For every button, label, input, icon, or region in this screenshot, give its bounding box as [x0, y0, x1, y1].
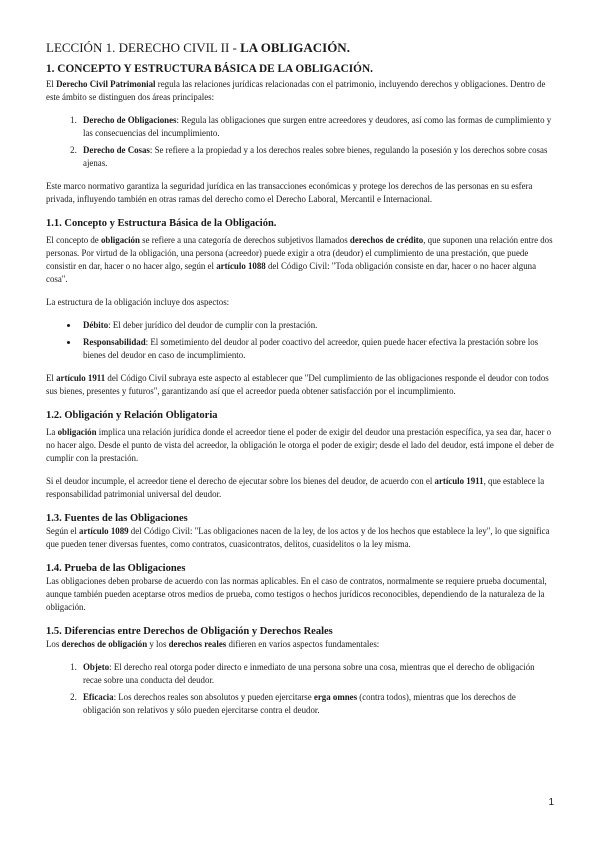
section-1-3-paragraph-1: [46, 525, 554, 551]
text-run: El: [46, 79, 57, 89]
page-number: 1: [548, 797, 554, 808]
differences-list: [46, 661, 554, 717]
text-run: : Regula las obligaciones que surgen entre acreedores y deudores, así como las formas de cumplimiento y las consecuencias del incumplimiento.: [83, 115, 552, 138]
bold-term: artículo 1088: [216, 261, 266, 271]
text-run: : Los derechos reales son absolutos y pueden ejercitarse: [113, 692, 314, 702]
section-1-closing: [46, 180, 554, 206]
lesson-title-prefix: LECCIÓN 1. DERECHO CIVIL II -: [46, 40, 241, 55]
bold-term: derechos reales: [168, 639, 227, 649]
text-run: , que establece la responsabilidad patrimonial universal del deudor.: [46, 476, 545, 499]
section-1-1-paragraph-1: [46, 234, 554, 286]
areas-list: [46, 114, 554, 170]
text-run: y los: [147, 639, 169, 649]
bold-term: derechos de crédito: [349, 235, 424, 245]
bold-term: obligación: [57, 427, 97, 437]
bold-term: erga omnes: [313, 692, 358, 702]
section-1-4-paragraph-1: [46, 575, 554, 614]
text-run: El concepto de: [46, 235, 101, 245]
list-item-responsabilidad: [79, 336, 554, 362]
lesson-title-bold: LA OBLIGACIÓN.: [240, 40, 350, 55]
section-1-2-paragraph-2: [46, 475, 554, 501]
document-body: [46, 40, 554, 727]
text-run: , que suponen una relación entre dos personas. Por virtud de la obligación, una persona (acreedor) puede exigir a otra (deudor) el cumplimiento de una prestación, que puede consistir en dar, hacer o no hacer algo, según el: [46, 235, 553, 271]
list-item-derecho-cosas: [79, 144, 554, 170]
text-run: del Código Civil: "Toda obligación consiste en dar, hacer o no hacer alguna cosa".: [46, 261, 537, 284]
text-run: : Se refiere a la propiedad y a los derechos reales sobre bienes, regulando la posesión y los derechos sobre cosas ajenas.: [83, 145, 548, 168]
text-run: Si el deudor incumple, el acreedor tiene el derecho de ejecutar sobre los bienes del deudor, de acuerdo con el: [46, 476, 435, 486]
text-run: del Código Civil: "Las obligaciones nacen de la ley, de los actos y de los hechos que establece la ley", lo que significa que pueden tener diversas fuentes, como contratos, cuasicontratos, delitos, cuasidelitos o la ley misma.: [46, 526, 550, 549]
text-run: difieren en varios aspectos fundamentales:: [226, 639, 380, 649]
text-run: regula las relaciones jurídicas relacionadas con el patrimonio, incluyendo derechos y obligaciones. Dentro de este ámbito se distinguen dos áreas principales:: [46, 79, 546, 102]
bold-term: Derecho de Obligaciones: [83, 115, 177, 125]
bold-term: Responsabilidad: [83, 337, 146, 347]
section-1-heading: 1. CONCEPTO Y ESTRUCTURA BÁSICA DE LA OBLIGACIÓN.: [46, 63, 373, 75]
section-1-intro: [46, 78, 554, 104]
text-run: Este marco normativo garantiza la seguridad jurídica en las transacciones económicas y protege los derechos de las personas en su esfera privada, influyendo también en otras ramas del derecho como el Derecho Laboral, Mercantil e Internacional.: [46, 181, 533, 204]
section-1-5-heading: 1.5. Diferencias entre Derechos de Obligación y Derechos Reales: [46, 626, 333, 637]
section-1-3-heading: 1.3. Fuentes de las Obligaciones: [46, 513, 188, 524]
bold-term: artículo 1089: [79, 526, 129, 536]
lesson-title: [46, 40, 554, 56]
section-1-1-paragraph-2: [46, 296, 554, 309]
aspects-list: [46, 319, 554, 362]
bold-term: Eficacia: [83, 692, 114, 702]
text-run: se refiere a una categoría de derechos subjetivos llamados: [139, 235, 350, 245]
text-run: Las obligaciones deben probarse de acuerdo con las normas aplicables. En el caso de contratos, normalmente se requiere prueba documental, aunque también pueden aceptarse otros medios de prueba, como testigos o hechos jurídicos reconocibles, dependiendo de la naturaleza de la obligación.: [46, 576, 547, 612]
section-1-2-paragraph-1: [46, 426, 554, 465]
list-item-derecho-obligaciones: [79, 114, 554, 140]
bold-term: Objeto: [83, 662, 110, 672]
bold-term: artículo 1911: [434, 476, 484, 486]
text-run: La estructura de la obligación incluye dos aspectos:: [46, 297, 230, 307]
text-run: Los: [46, 639, 62, 649]
section-1-1-paragraph-3: [46, 372, 554, 398]
text-run: : El deber jurídico del deudor de cumplir con la prestación.: [108, 320, 318, 330]
bold-term: Derecho de Cosas: [83, 145, 150, 155]
bold-term: artículo 1911: [56, 373, 106, 383]
bold-term: derechos de obligación: [61, 639, 148, 649]
bold-term: Derecho Civil Patrimonial: [56, 79, 156, 89]
text-run: : El sometimiento del deudor al poder coactivo del acreedor, quien puede hacer efectiva la prestación sobre los bienes del deudor en caso de incumplimiento.: [83, 337, 539, 360]
bold-term: obligación: [100, 235, 140, 245]
text-run: : El derecho real otorga poder directo e inmediato de una persona sobre una cosa, mientras que el derecho de obligación recae sobre una conducta del deudor.: [83, 662, 535, 685]
text-run: implica una relación jurídica donde el acreedor tiene el poder de exigir del deudor una prestación específica, ya sea dar, hacer o no hacer algo. Desde el punto de vista del acreedor, la obligación le otorga el poder de exigir; desde el lado del deudor, está impone el deber de cumplir con la prestación.: [46, 427, 554, 463]
list-item-eficacia: [79, 691, 554, 717]
section-1-2-heading: 1.2. Obligación y Relación Obligatoria: [46, 410, 218, 421]
text-run: El: [46, 373, 57, 383]
text-run: del Código Civil subraya este aspecto al establecer que "Del cumplimiento de las obligaciones responde el deudor con todos sus bienes, presentes y futuros", garantizando así que el acreedor pueda obtener satisfacción por el incumplimiento.: [46, 373, 549, 396]
section-1-1-heading: 1.1. Concepto y Estructura Básica de la Obligación.: [46, 218, 277, 229]
section-1-4-heading: 1.4. Prueba de las Obligaciones: [46, 563, 186, 574]
list-item-objeto: [79, 661, 554, 687]
text-run: La: [46, 427, 58, 437]
list-item-debito: [79, 319, 554, 332]
bold-term: Débito: [83, 320, 109, 330]
text-run: Según el: [46, 526, 80, 536]
text-run: (contra todos), mientras que los derechos de obligación son relativos y sólo pueden ejercitarse contra el deudor.: [83, 692, 516, 715]
section-1-5-paragraph-1: [46, 638, 554, 651]
